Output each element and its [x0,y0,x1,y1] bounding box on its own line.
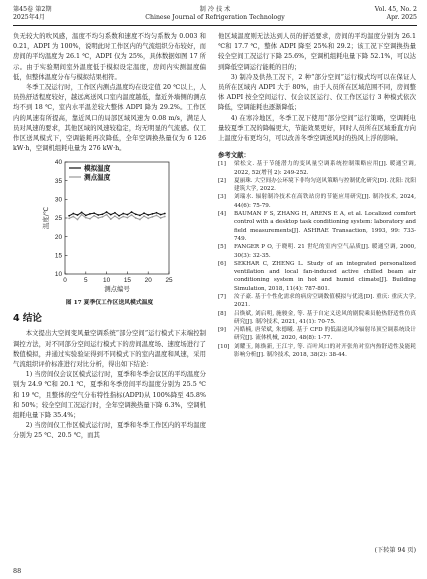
data-point [81,212,83,214]
data-point [135,218,137,220]
reference-number: [2] [218,177,226,184]
x-tick-label: 5 [84,277,88,285]
paragraph: 冬季工况运行时，工作区内测点温度均在设定值 20 ℃以上，人员热舒适程度较好，越远离送风口室内温度越低，靠近外墙侧的测点均不到 18 ℃，室内水平温差较大整体 ADPI 降为 29.2%。工作区内的风速有所提高，靠近风口的局部区域风速为 0.08 m/s，满足人员对风速的要求，其他区域的风速较稳定，均无明显的气流感。仅工作区送风模式下，空调能耗再次降低，全年空调换热量仅为 6 126 kW·h，空调机组耗电量为 276 kW·h。 [13,84,206,153]
data-point [93,213,95,215]
reference-number: [7] [218,293,226,300]
y-tick-label: 10 [54,271,62,279]
paragraph: 他区域温度则无法达到人员的舒适要求，房间的平均温度分别为 26.1 ℃和 17.7 ℃，整体 ADPI 降至 25%和 29.2；该工况下空调换热量较全空间工况运行下降 25.6%，空调机组耗电量下降 52.1%，可以达到降低空调运行能耗的目的； [218,33,416,71]
reference-item [218,193,416,210]
data-point [81,214,83,216]
reference-item [218,326,416,343]
data-point [85,217,87,219]
data-point [110,214,112,216]
journal-title-en: Chinese Journal of Refrigeration Technology [145,14,285,21]
reference-item [218,293,416,310]
series-line [69,215,165,220]
reference-text: 夏丽珠. 大空间办公环境下非均匀送风策略与控制优化研究[D]. 沈阳: 沈阳建筑大学, 2022. [234,177,416,193]
data-point [93,215,95,217]
reference-text: 刘瑞水. 辐射制冷技术在高铁站房的节能应用研究[J]. 制冷技术, 2024, 44(6): 75-79. [234,194,416,209]
data-point [164,216,166,218]
reference-number: [5] [218,244,226,251]
data-point [89,213,91,215]
reference-text: 梁松文. 基于节能潜力的变风量空调系统控制策略应用[J]. 暖通空调, 2022, 52(增刊 2): 249-252. [234,161,416,176]
left-column [13,32,206,442]
conclusion-3: 3) 制冷及供热工况下，2 种“部分空间”运行模式均可以在保证人员所在区域内 ADPI 大于 80%，由于人员所在区域范围不同，房间整体 ADPI 按全空间运行、仅会议区运行、仅工作区运行 3 种模式依次降低，空调能耗也逐渐降低； [218,73,416,112]
page-number: 88 [13,567,22,575]
y-axis-label: 温度/℃ [42,207,50,230]
reference-item [218,343,416,360]
x-tick-label: 20 [144,277,152,285]
data-point [97,218,99,220]
data-point [85,215,87,217]
header-rule [13,25,417,26]
data-point [114,212,116,214]
data-point [147,218,149,220]
data-point [106,212,108,214]
reference-text: 刘耀玉, 陈焕新, 王江宇, 等. 百叶风口的对开张角对室内热舒适性及能耗影响分析[J]. 制冷技术, 2018, 38(2): 38-44. [234,343,416,359]
conclusion-2: 2) 当房间仅工作区模式运行时，夏季和冬季工作区内的平均温度分别为 25 ℃、20.5 ℃，而其 [13,422,206,440]
y-tick-label: 25 [54,215,62,223]
y-tick-label: 15 [54,252,62,260]
figure-17-chart [13,156,206,298]
data-point [127,217,129,219]
data-point [151,216,153,218]
data-point [68,218,70,220]
data-point [89,218,91,220]
data-point [102,214,104,216]
data-point [131,215,133,217]
data-point [147,215,149,217]
reference-number: [4] [218,211,226,218]
reference-item [218,160,416,177]
volume-en: Vol. 45, No. 2 [374,6,417,13]
y-tick-label: 40 [54,159,62,167]
reference-item [218,210,416,243]
data-point [135,214,137,216]
data-point [110,219,112,221]
data-point [160,214,162,216]
data-point [131,212,133,214]
data-point [106,214,108,216]
reference-number: [10] [218,343,230,350]
data-point [114,216,116,218]
reference-item [218,243,416,260]
data-point [151,213,153,215]
data-point [97,215,99,217]
data-point [118,218,120,220]
data-point [72,216,74,218]
section-title: 4 结论 [13,313,42,325]
data-point [139,215,141,217]
reference-number: [9] [218,327,226,334]
reference-item [218,310,416,327]
conclusion-4: 4) 在寒冷地区，冬季工况下使用“部分空间”运行策略，空调耗电量较夏季工况的降幅更大，节能效果更好，同时人员所在区域垂直方向上温度分布更均匀，可以改善冬季空调送风时的热风上浮的影响。 [218,114,416,143]
data-point [122,216,124,218]
data-point [77,219,79,221]
y-tick-label: 35 [54,178,62,186]
data-point [164,213,166,215]
reference-list [218,160,416,359]
data-point [127,214,129,216]
right-column [218,32,416,359]
volume-cn: 第45卷 第2期 [13,6,52,13]
data-point [143,213,145,215]
data-point [72,213,74,215]
x-tick-label: 25 [165,277,173,285]
legend-label: 模拟温度 [84,164,111,173]
data-point [118,215,120,217]
figure-caption: 图 17 夏季仅工作区送风模式温度 [65,300,154,307]
data-point [68,215,70,217]
data-point [143,216,145,218]
data-point [160,218,162,220]
reference-text: 吕焕斌, 刘启明, 施骏金, 等. 基于自定义送风的剧院乘员舱热舒适性仿真研究[J]. 制冷技术, 2021, 41(1): 70-75. [234,310,416,325]
continued-note: (下转第 94 页) [374,547,416,554]
x-tick-label: 0 [63,277,67,285]
data-point [139,219,141,221]
x-tick-label: 10 [103,277,111,285]
date-cn: 2025年4月 [13,14,46,21]
journal-title-cn: 制 冷 技 术 [199,6,231,13]
reference-item [218,177,416,194]
chart-svg [13,156,206,298]
data-point [102,216,104,218]
reference-text: 汝子豪. 基于个性化需求的病房空调数值模拟与优选[D]. 重庆: 重庆大学, 2021. [234,293,416,309]
reference-number: [6] [218,260,226,267]
paragraph: 本文提出大空间变风量空调系统“部分空间”运行模式下末端控制调控方法，对不同部分空间运行模式下的房间温度场、速度场进行了数值模拟，并通过实验验证得到不同模式下的室内温度和风速，采用气流组织评价标准进行对比分析，得出如下结论： [13,330,206,369]
reference-number: [3] [218,194,226,201]
x-tick-label: 15 [123,277,131,285]
data-point [77,215,79,217]
date-en: Apr. 2025 [386,14,417,21]
legend-label: 测点温度 [84,173,111,182]
series-line [69,212,165,216]
reference-number: [8] [218,310,226,317]
reference-text: SEKHAR C, ZHENG L. Study of an integrated personalized ventilation and local fan-induced active chilled beam air conditioning system in hot and humid climate[J]. Building Simulation, 2018, 11(4): 787-801. [234,260,416,292]
reference-number: [1] [218,161,226,168]
data-point [156,215,158,217]
header-left [13,6,52,22]
data-point [156,212,158,214]
reference-text: 冯皓楠, 唐荣斌, 朱德曦. 基于 CFD 的低温送风冷辐射吊顶空调系统设计研究[J]. 流体机械, 2020, 48(8): 1-77. [234,327,416,342]
page-header [13,5,417,29]
header-right [375,6,417,22]
reference-text: BAUMAN F S, ZHANG H, ARENS E A, et al. Localized comfort control with a desktop task conditioning system: laboratory and field measurements[J]. ASHRAE Transaction, 1993, 99: 733-749. [234,211,416,242]
reference-item [218,260,416,293]
reference-text: FANGER P O, 于晓明. 21 世纪的室内空气品质[J]. 暖通空调, 2000, 30(3): 32-35. [234,244,416,259]
conclusion-1: 1) 当房间仅会议区模式运行时，夏季和冬季会议区的平均温度分别为 24.9 ℃和 20.1 ℃，夏季和冬季房间平均温度分别为 25.5 ℃和 19 ℃，且整体的空气分布特性指标(ADPI)从 100%降至 45.8%和 50%；较全空间工况运行时，全年空调换热量下降 6.3%，空调机组耗电量下降 35.4%； [13,371,206,420]
y-tick-label: 20 [54,234,62,242]
paragraph: 负无较大的吹风感，温度不均匀系数和速度不均匀系数为 0.003 和 0.21，ADPI 为 100%，说明此时工作区内的气流组织分布较好，而房间的平均温度为 26.1 ℃，ADPI 仅为 25%，具体数据如图 17 所示。由于实验期间室外温度低于模拟设定温度，房间内实测温度偏低，但整体温度分布与模拟结果相符。 [13,33,206,81]
y-tick-label: 30 [54,196,62,204]
data-point [122,213,124,215]
references-title: 参考文献： [218,151,250,160]
x-axis-label: 测点编号 [104,285,130,294]
header-center [103,6,327,22]
